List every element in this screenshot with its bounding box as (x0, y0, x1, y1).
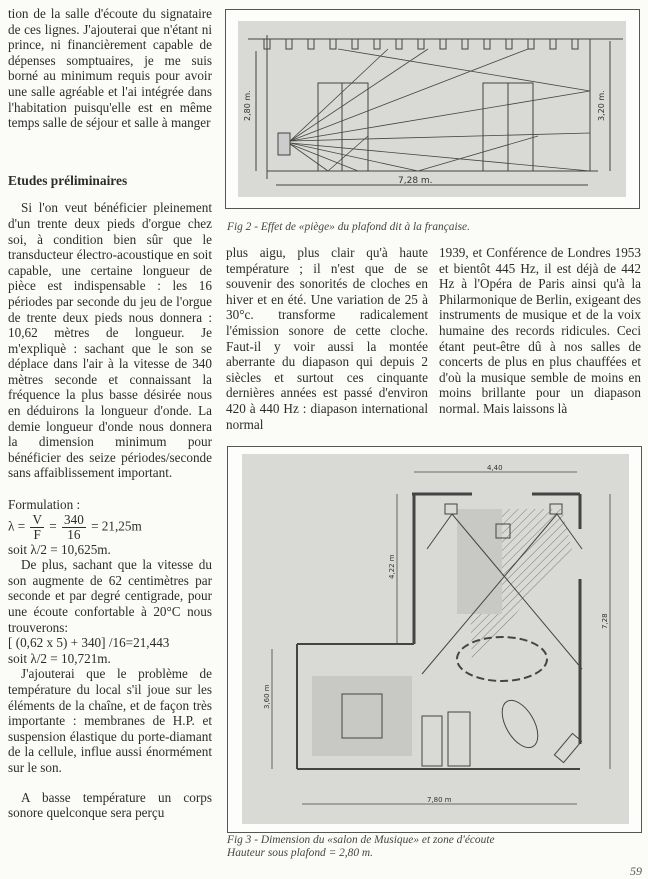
figure-3-drawing (242, 454, 629, 824)
fraction-v-over-f: $\frac{V}{F}$ (32, 511, 42, 542)
figure-2 (225, 9, 640, 209)
right-column-text: 1939, et Conférence de Londres 1953 et bientôt 445 Hz, il est déjà de 442 Hz à l'Opéra de Paris ainsi qu'à la Philarmonique de Berlin, exigeant des instruments de musique et de la voix humaine des records ridicules. Ceci étant peut-être dû à nos salles de concerts de plus en plus chauffées et d'où la musique semble de moins en moins brillante pour un diapason normal. Mais laissons là (439, 245, 641, 416)
svg-text:7,28 m.: 7,28 m. (398, 176, 433, 186)
svg-text:7,80 m: 7,80 m (427, 796, 452, 804)
paragraph-wavelength: Si l'on veut bénéficier pleinement d'un trente deux pieds d'orgue chez soi, à condition bien sûr que le transducteur électro-acoustique en soit capable, une certaine longueur de pièce est indispensable : les 16 périodes par seconde du jeu de l'orgue de trente deux pieds nous donnera : 10,62 mètres de longueur. Je m'expliquè : sachant que le son se déplace dans l'air à la vitesse de 340 mètres seconde et connaissant la fréquence la plus basse désirée nous en déduirons la longueur d'onde. La demie longueur d'onde nous donnera la dimension minimum pour bénéficier des seize périodes/seconde sans affaiblissement important. (8, 200, 212, 481)
intro-paragraph: tion de la salle d'écoute du signataire de ces lignes. J'ajouterai que n'étant ni prince, ni financièrement capable de dépenses somptuaires, je me suis borné au minimum requis pour avoir une salle agréable et l'ai intégrée dans l'habitation puisqu'elle est en même temps salle de séjour et salle à manger (8, 6, 212, 131)
svg-text:2,80 m.: 2,80 m. (243, 90, 252, 121)
figure-3 (227, 446, 642, 833)
svg-text:3,60 m: 3,60 m (263, 684, 271, 709)
right-column (439, 245, 641, 417)
left-column (8, 6, 212, 821)
figure-3-caption (227, 834, 495, 860)
figure-3-caption-line2: Hauteur sous plafond = 2,80 m. (227, 847, 373, 859)
figure-3-caption-line1: Fig 3 - Dimension du «salon de Musique» et zone d'écoute (227, 834, 495, 846)
paragraph-speed: De plus, sachant que la vitesse du son augmente de 62 centimètres par seconde et par degré centigrade, pour une écoute confortable à 20°C nous trouverons: (8, 557, 212, 635)
formula-lambda: λ = $\frac{V}{F}$ = $\frac{340}{16}$ = 21,25m (8, 511, 142, 542)
page-number: 59 (630, 864, 642, 878)
formula-half: soit λ/2 = 10,625m. (8, 541, 111, 557)
svg-text:3,20 m.: 3,20 m. (597, 90, 606, 121)
ceiling-trap-diagram (238, 21, 626, 197)
section-heading: Etudes préliminaires (8, 172, 128, 188)
middle-column-text: plus aigu, plus clair qu'à haute température ; il n'est que de se souvenir des sonorités de cloches en hiver et en été. Une variation de 25 à 30°c. transforme radicalement l'émission sonore de cette cloche. Faut-il y voir aussi la montée aberrante du diapason qui depuis 2 siècles et surtout ces cinquante dernières années est passé d'environ 420 à 440 Hz : diapason international normal (226, 245, 428, 432)
paragraph-temperature: J'ajouterai que le problème de température du local s'il joue sur les éléments de la chaîne, et de façon très importante : membranes de H.P. et suspension élastique du porte-diamant de la cellule, influe aussi énormément sur le son. (8, 666, 212, 775)
middle-column (226, 245, 428, 432)
svg-text:7,28: 7,28 (601, 613, 609, 629)
figure-2-drawing (238, 21, 626, 197)
paragraph-low-temperature: A basse température un corps sonore quelconque sera perçu (8, 789, 212, 821)
formula-half-2: soit λ/2 = 10,721m. (8, 650, 111, 666)
fraction-340-over-16: $\frac{340}{16}$ (64, 511, 84, 542)
svg-text:4,22 m: 4,22 m (388, 554, 396, 579)
room-floor-plan (242, 454, 629, 824)
figure-2-caption: Fig 2 - Effet de «piège» du plafond dit à la française. (227, 221, 470, 233)
svg-text:4,40: 4,40 (487, 464, 503, 472)
formula-label: Formulation : (8, 497, 81, 513)
formula-2: [ (0,62 x 5) + 340] /16=21,443 (8, 635, 170, 651)
